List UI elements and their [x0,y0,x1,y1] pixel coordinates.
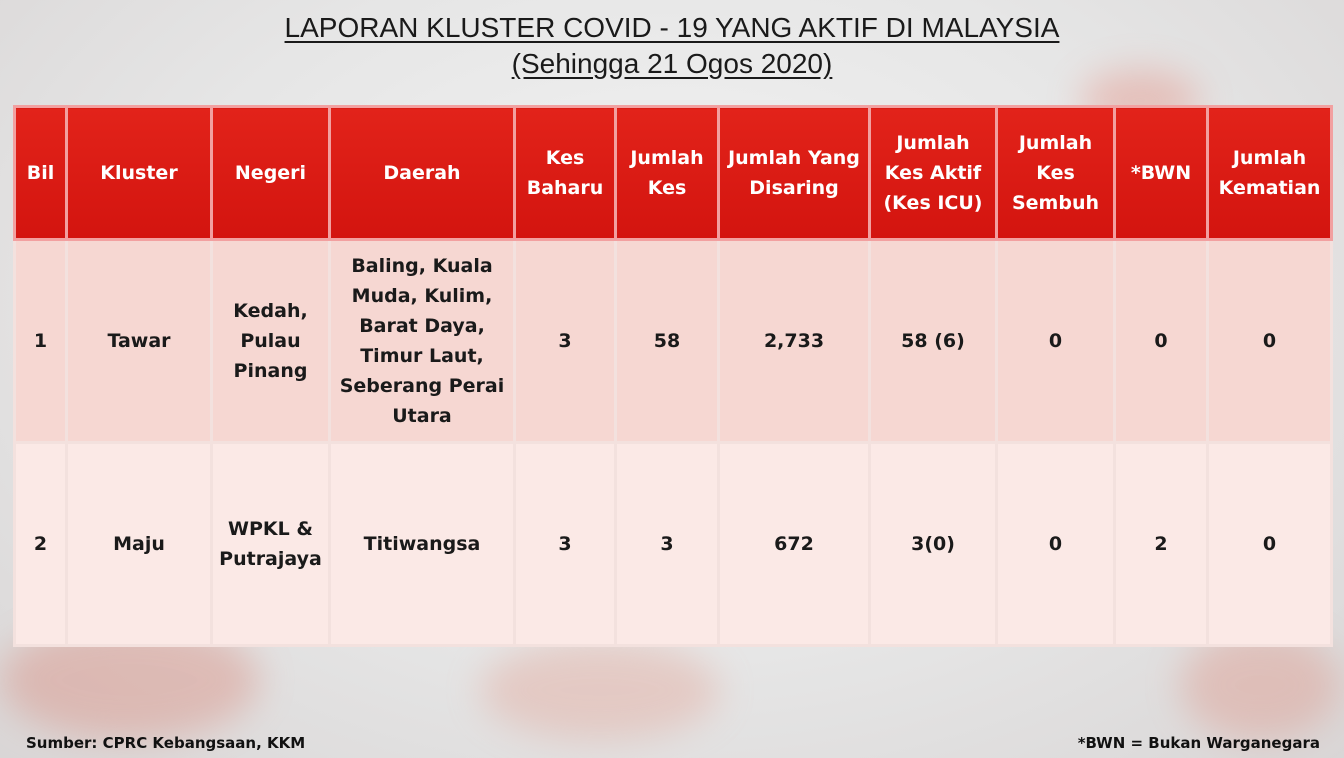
cell-kes-baharu: 3 [515,240,616,443]
cell-jumlah-disaring: 672 [719,443,870,646]
header-kes-baharu: Kes Baharu [515,107,616,240]
cell-negeri: Kedah, Pulau Pinang [212,240,330,443]
header-jumlah-kematian: Jumlah Kematian [1208,107,1332,240]
cell-bwn: 0 [1115,240,1208,443]
cell-jumlah-aktif: 58 (6) [870,240,997,443]
header-negeri: Negeri [212,107,330,240]
cell-bwn: 2 [1115,443,1208,646]
header-kluster: Kluster [67,107,212,240]
bwn-footnote: *BWN = Bukan Warganegara [1077,734,1320,752]
table-header-row [15,107,1332,240]
header-bwn: *BWN [1115,107,1208,240]
table-row [15,240,1332,443]
title-block [0,10,1344,82]
cell-jumlah-aktif: 3(0) [870,443,997,646]
header-daerah: Daerah [330,107,515,240]
cell-jumlah-kes: 58 [616,240,719,443]
cell-jumlah-sembuh: 0 [997,443,1115,646]
cell-bil: 2 [15,443,67,646]
header-jumlah-sembuh: Jumlah Kes Sembuh [997,107,1115,240]
header-jumlah-disaring: Jumlah Yang Disaring [719,107,870,240]
header-jumlah-kes: Jumlah Kes [616,107,719,240]
cell-jumlah-sembuh: 0 [997,240,1115,443]
cell-kes-baharu: 3 [515,443,616,646]
cell-daerah: Titiwangsa [330,443,515,646]
cell-bil: 1 [15,240,67,443]
cell-daerah: Baling, Kuala Muda, Kulim, Barat Daya, Timur Laut, Seberang Perai Utara [330,240,515,443]
cell-kluster: Maju [67,443,212,646]
header-jumlah-aktif: Jumlah Kes Aktif (Kes ICU) [870,107,997,240]
background-decoration [480,640,720,740]
cluster-table [13,105,1333,647]
page-title: LAPORAN KLUSTER COVID - 19 YANG AKTIF DI MALAYSIA [284,12,1060,43]
page-subtitle: (Sehingga 21 Ogos 2020) [511,48,833,79]
cell-jumlah-kes: 3 [616,443,719,646]
source-note: Sumber: CPRC Kebangsaan, KKM [26,734,306,752]
cell-jumlah-kematian: 0 [1208,240,1332,443]
cell-negeri: WPKL & Putrajaya [212,443,330,646]
table-row [15,443,1332,646]
cell-jumlah-kematian: 0 [1208,443,1332,646]
header-bil: Bil [15,107,67,240]
cell-jumlah-disaring: 2,733 [719,240,870,443]
cell-kluster: Tawar [67,240,212,443]
